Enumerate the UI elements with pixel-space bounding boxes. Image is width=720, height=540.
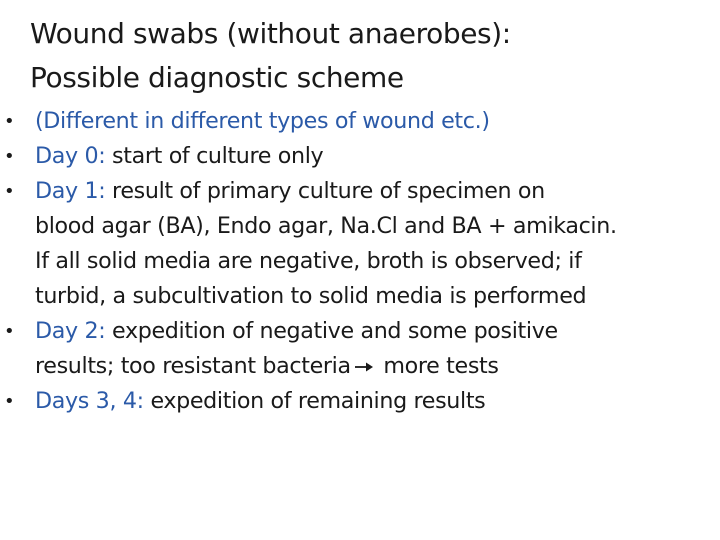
day-1-line-1 <box>35 174 712 209</box>
day-2-text-1: expedition of negative and some positive <box>105 318 558 344</box>
bullet-dot-icon: • <box>4 391 15 412</box>
bullet-item-day-0 <box>0 139 712 174</box>
days-3-4-text: expedition of remaining results <box>143 388 486 414</box>
bullet-list <box>0 104 712 419</box>
day-1-text-1: result of primary culture of specimen on <box>105 178 545 204</box>
title-line-1: Wound swabs (without anaerobes): <box>30 17 511 50</box>
bullet-dot-icon: • <box>4 321 15 342</box>
day-0-text: start of culture only <box>105 143 324 169</box>
day-1-line-2: blood agar (BA), Endo agar, Na.Cl and BA + amikacin. <box>35 213 617 239</box>
day-2-text-2a: results; too resistant bacteria <box>35 353 351 379</box>
day-1-label: Day 1: <box>35 178 106 204</box>
bullet-item-day-1 <box>0 174 712 314</box>
bullet-dot-icon: • <box>4 111 15 132</box>
day-2-line-1 <box>35 314 712 349</box>
bullet-item-days-3-4 <box>0 384 712 419</box>
bullet-note-text: (Different in different types of wound etc.) <box>35 108 490 134</box>
right-arrow-icon <box>354 349 374 384</box>
day-2-text-2b: more tests <box>376 353 499 379</box>
day-0-label: Day 0: <box>35 143 106 169</box>
title-line-2: Possible diagnostic scheme <box>30 61 404 94</box>
slide-title <box>30 12 710 100</box>
bullet-item-day-2 <box>0 314 712 384</box>
day-1-line-3: If all solid media are negative, broth is observed; if <box>35 248 582 274</box>
bullet-dot-icon: • <box>4 146 15 167</box>
day-1-line-4: turbid, a subcultivation to solid media is performed <box>35 283 587 309</box>
bullet-dot-icon: • <box>4 181 15 202</box>
bullet-item-note <box>0 104 712 139</box>
day-2-label: Day 2: <box>35 318 106 344</box>
day-2-line-2 <box>35 349 712 384</box>
days-3-4-label: Days 3, 4: <box>35 388 144 414</box>
